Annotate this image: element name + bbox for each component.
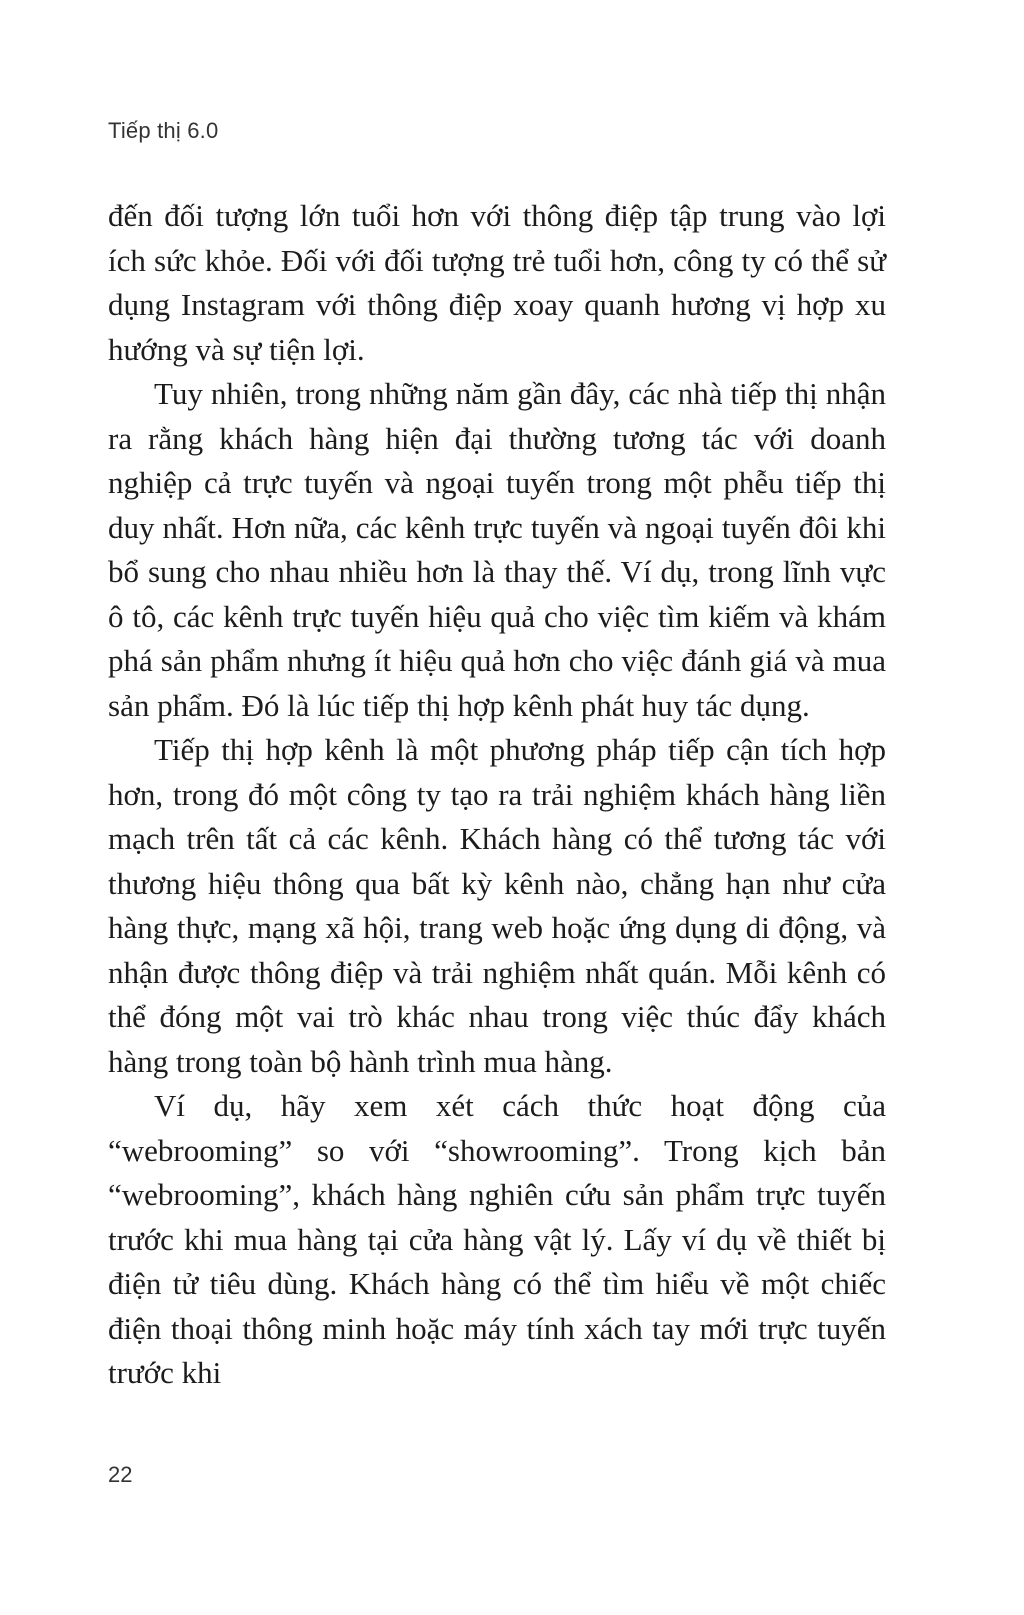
paragraph-continued: đến đối tượng lớn tuổi hơn với thông điệp tập trung vào lợi ích sức khỏe. Đối với đối tượng trẻ tuổi hơn, công ty có thể sử dụng Instagram với thông điệp xoay quanh hương vị hợp xu hướng và sự tiện lợi. (108, 198, 886, 367)
paragraph: Tiếp thị hợp kênh là một phương pháp tiếp cận tích hợp hơn, trong đó một công ty tạo ra trải nghiệm khách hàng liền mạch trên tất cả các kênh. Khách hàng có thể tương tác với thương hiệu thông qua bất kỳ kênh nào, chẳng hạn như cửa hàng thực, mạng xã hội, trang web hoặc ứng dụng di động, và nhận được thông điệp và trải nghiệm nhất quán. Mỗi kênh có thể đóng một vai trò khác nhau trong việc thúc đẩy khách hàng trong toàn bộ hành trình mua hàng. (108, 732, 886, 1079)
body-text (108, 194, 886, 1396)
running-header-title: Tiếp thị 6.0 (108, 118, 219, 143)
paragraph: Ví dụ, hãy xem xét cách thức hoạt động của “webrooming” so với “showrooming”. Trong kịch bản “webrooming”, khách hàng nghiên cứu sản phẩm trực tuyến trước khi mua hàng tại cửa hàng vật lý. Lấy ví dụ về thiết bị điện tử tiêu dùng. Khách hàng có thể tìm hiểu về một chiếc điện thoại thông minh hoặc máy tính xách tay mới trực tuyến trước khi (108, 1088, 886, 1390)
page-number: 22 (108, 1462, 133, 1487)
paragraph: Tuy nhiên, trong những năm gần đây, các nhà tiếp thị nhận ra rằng khách hàng hiện đại thường tương tác với doanh nghiệp cả trực tuyến và ngoại tuyến trong một phễu tiếp thị duy nhất. Hơn nữa, các kênh trực tuyến và ngoại tuyến đôi khi bổ sung cho nhau nhiều hơn là thay thế. Ví dụ, trong lĩnh vực ô tô, các kênh trực tuyến hiệu quả cho việc tìm kiếm và khám phá sản phẩm nhưng ít hiệu quả hơn cho việc đánh giá và mua sản phẩm. Đó là lúc tiếp thị hợp kênh phát huy tác dụng. (108, 376, 886, 723)
